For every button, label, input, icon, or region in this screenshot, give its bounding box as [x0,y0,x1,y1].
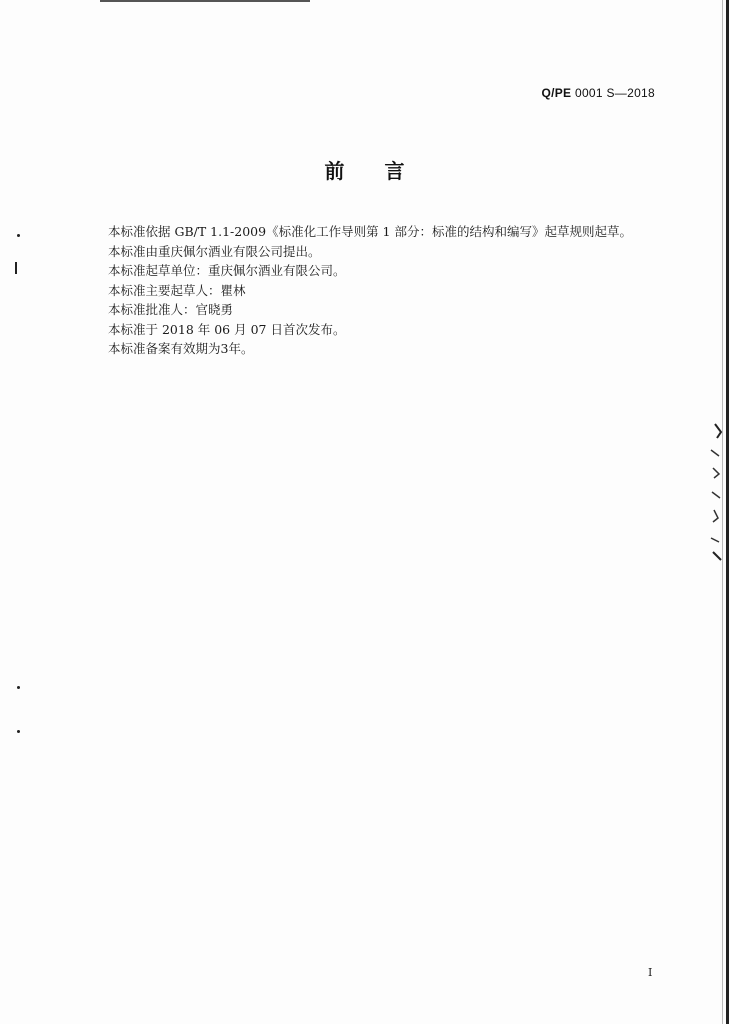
foreword-line: 本标准起草单位：重庆佩尔酒业有限公司。 [108,263,346,278]
scan-speck [17,686,20,689]
foreword-line: 本标准批准人：官晓勇 [108,302,234,317]
document-code-number: 0001 S—2018 [574,86,655,100]
scan-speck [17,234,20,237]
foreword-line: 本标准备案有效期为3年。 [108,341,254,356]
foreword-line: 本标准由重庆佩尔酒业有限公司提出。 [108,243,321,259]
page-title: 前言 [324,159,445,183]
binding-marks-icon [701,420,725,580]
scan-speck [17,730,20,733]
document-code-prefix: Q/PE [541,86,572,100]
scan-top-line [100,0,310,2]
foreword-line: 本标准主要起草人：瞿林 [108,282,246,298]
document-code [541,86,655,100]
foreword-body [108,222,668,359]
foreword-line: 本标准于 2018 年 06 月 07 日首次发布。 [108,321,346,337]
scan-bar-mark [15,262,17,274]
foreword-line: 本标准依据 GB/T 1.1-2009《标准化工作导则第 1 部分：标准的结构和编写》起草规则起草。 [108,224,632,239]
page-number: I [648,966,653,979]
